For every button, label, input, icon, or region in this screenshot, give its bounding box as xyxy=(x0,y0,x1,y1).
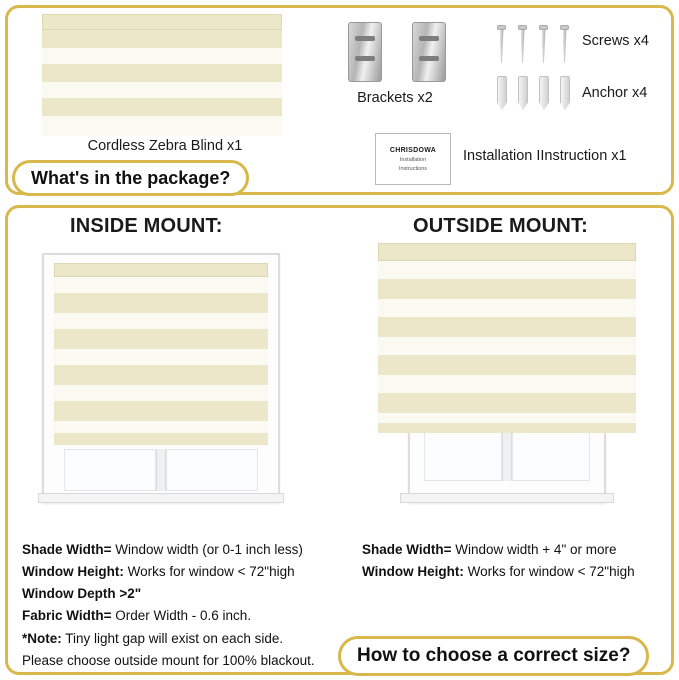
cordless-zebra-blind-caption: Cordless Zebra Blind x1 xyxy=(87,138,243,154)
blind-headrail xyxy=(54,263,268,277)
screw-icon xyxy=(560,25,569,63)
window-mullion xyxy=(502,431,512,481)
brackets-caption: Brackets x2 xyxy=(357,90,433,106)
outside-mount-title: OUTSIDE MOUNT: xyxy=(413,215,589,237)
spec-label: *Note: xyxy=(22,630,62,646)
blind-stripe xyxy=(378,393,636,413)
manual-line-2: Instructions xyxy=(398,165,428,172)
window-sill xyxy=(400,493,614,503)
zebra-blind-inside xyxy=(54,263,268,445)
size-guide-badge: How to choose a correct size? xyxy=(338,636,649,676)
window-mullion xyxy=(156,449,166,491)
blind-headrail xyxy=(378,243,636,261)
spec-line xyxy=(362,540,672,559)
spec-line xyxy=(22,629,344,648)
installation-manual-image xyxy=(375,133,451,185)
window-glass-right xyxy=(166,449,258,491)
spec-label: Window Height: xyxy=(22,564,124,580)
blind-sheer xyxy=(54,277,268,293)
screw-icon xyxy=(539,25,548,63)
blind-sheer xyxy=(54,313,268,329)
bracket-icon xyxy=(412,22,446,82)
manual-line-1: Installation xyxy=(399,156,427,163)
blind-stripe xyxy=(378,279,636,299)
spec-label: Fabric Width= xyxy=(22,608,112,624)
cordless-zebra-blind-image xyxy=(42,14,282,136)
blind-sheer xyxy=(378,261,636,279)
spec-line xyxy=(22,651,344,670)
blind-stripe xyxy=(42,30,282,48)
spec-value: Please choose outside mount for 100% blackout. xyxy=(22,652,315,668)
outside-mount-illustration xyxy=(378,243,640,521)
manual-brand: CHRISDOWA xyxy=(389,146,437,154)
anchor-icon xyxy=(539,76,549,110)
blind-sheer xyxy=(54,421,268,433)
bracket-icon xyxy=(348,22,382,82)
blind-sheer xyxy=(378,413,636,423)
package-badge: What's in the package? xyxy=(12,160,249,196)
spec-value: Window width (or 0-1 inch less) xyxy=(111,542,303,557)
screw-icon xyxy=(518,25,527,63)
inside-mount-title: INSIDE MOUNT: xyxy=(70,215,223,237)
screw-icon xyxy=(497,25,506,63)
blind-sheer xyxy=(42,82,282,98)
spec-line xyxy=(362,562,672,581)
blind-stripe xyxy=(54,401,268,421)
window-sill xyxy=(38,493,284,503)
blind-stripe xyxy=(42,98,282,116)
spec-label: Shade Width= xyxy=(362,542,452,557)
blind-headrail xyxy=(42,14,282,30)
window-glass-right xyxy=(512,431,590,481)
blind-stripe xyxy=(378,355,636,375)
anchors-caption: Anchor x4 xyxy=(582,85,648,101)
inside-mount-illustration xyxy=(42,253,280,521)
window-glass-left xyxy=(64,449,156,491)
inside-mount-specs xyxy=(22,540,344,673)
spec-value: Order Width - 0.6 inch. xyxy=(111,608,252,624)
spec-line xyxy=(22,584,344,603)
screws-caption: Screws x4 xyxy=(582,33,649,49)
spec-label: Window Depth >2" xyxy=(22,586,142,602)
spec-value: Tiny light gap will exist on each side. xyxy=(61,630,284,646)
blind-sheer xyxy=(378,337,636,355)
zebra-blind-outside xyxy=(378,243,636,433)
blind-sheer xyxy=(42,48,282,64)
blind-stripe xyxy=(54,365,268,385)
blind-bottomrail xyxy=(378,423,636,433)
spec-line xyxy=(22,606,344,625)
outside-mount-specs xyxy=(362,540,672,584)
blind-stripe xyxy=(54,293,268,313)
blind-sheer xyxy=(54,385,268,401)
blind-sheer xyxy=(378,299,636,317)
spec-label: Window Height: xyxy=(362,564,464,580)
blind-sheer xyxy=(42,116,282,136)
spec-value: Works for window < 72"high xyxy=(123,564,295,580)
blind-sheer xyxy=(54,349,268,365)
anchor-icon xyxy=(560,76,570,110)
blind-stripe xyxy=(378,317,636,337)
spec-value: Works for window < 72"high xyxy=(463,564,635,580)
blind-stripe xyxy=(42,64,282,82)
spec-label: Shade Width= xyxy=(22,542,112,557)
spec-line xyxy=(22,540,344,559)
anchor-icon xyxy=(518,76,528,110)
spec-value: Window width + 4" or more xyxy=(451,542,617,557)
blind-sheer xyxy=(378,375,636,393)
blind-stripe xyxy=(54,329,268,349)
installation-instruction-caption: Installation IInstruction x1 xyxy=(463,148,627,164)
window-glass-left xyxy=(424,431,502,481)
spec-line xyxy=(22,562,344,581)
blind-bottomrail xyxy=(54,433,268,445)
anchor-icon xyxy=(497,76,507,110)
